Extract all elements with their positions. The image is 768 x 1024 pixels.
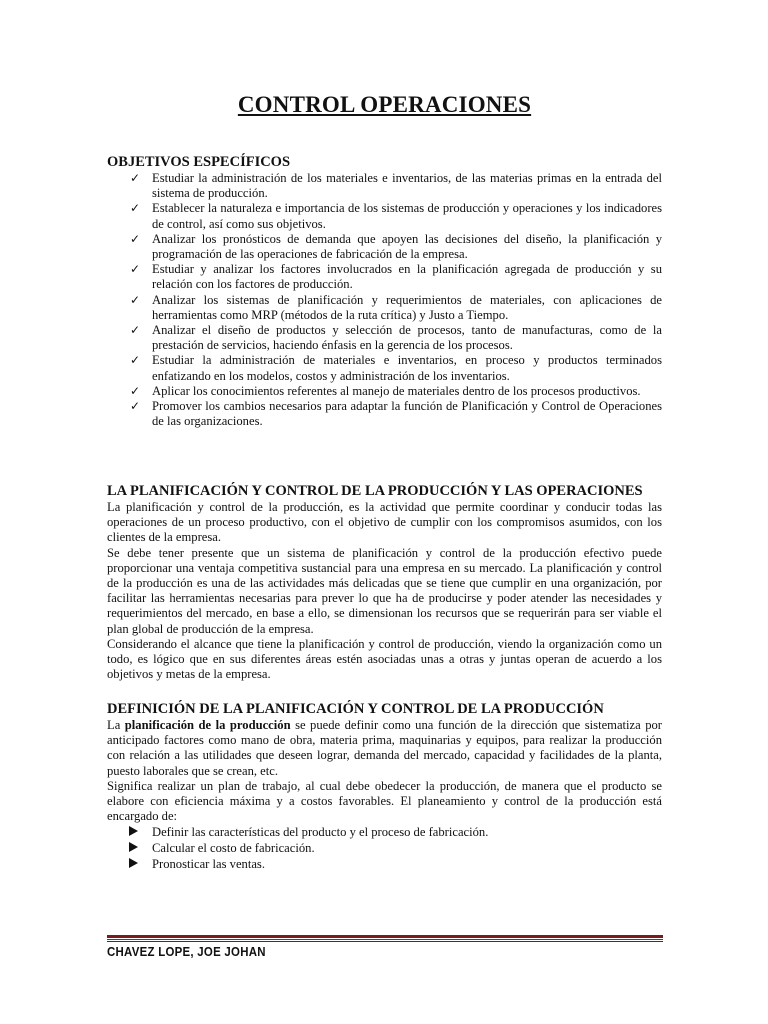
check-icon: ✓ bbox=[130, 383, 141, 398]
definicion-section bbox=[107, 701, 662, 872]
list-item: ✓ Aplicar los conocimientos referentes al manejo de materiales dentro de los procesos productivos. bbox=[130, 383, 641, 398]
list-item: ✓ Analizar los sistemas de planificación y requerimientos de materiales, con aplicaciones de herramientas como MRP (métodos de la ruta crítica) y Justo a Tiempo. bbox=[130, 292, 662, 322]
definicion-paragraph-2: Significa realizar un plan de trabajo, al cual debe obedecer la producción, de manera que el producto se elabore con eficiencia máxima y a costos favorables. El planeamiento y control de la producción está encargado de: bbox=[107, 778, 662, 824]
objetivos-heading: OBJETIVOS ESPECÍFICOS bbox=[107, 154, 291, 170]
check-icon: ✓ bbox=[130, 262, 141, 277]
list-item: ✓ Estudiar y analizar los factores involucrados en la planificación agregada de producción y su relación con los factores de producción. bbox=[130, 262, 662, 292]
check-icon: ✓ bbox=[130, 231, 141, 246]
document-title: CONTROL OPERACIONES bbox=[237, 92, 532, 117]
list-item: Definir las características del producto y el proceso de fabricación. bbox=[107, 824, 662, 840]
list-item: ✓ Promover los cambios necesarios para adaptar la función de Planificación y Control de Operaciones de las organizaciones. bbox=[130, 399, 662, 429]
list-item: ✓ Estudiar la administración de materiales e inventarios, en proceso y productos terminados enfatizando en los modelos, costos y administración de los inventarios. bbox=[130, 353, 662, 383]
check-icon: ✓ bbox=[130, 201, 141, 216]
bold-term: planificación de la producción bbox=[124, 718, 291, 732]
footer-author: CHAVEZ LOPE, JOE JOHAN bbox=[107, 944, 266, 959]
check-icon: ✓ bbox=[130, 292, 141, 307]
list-item: Pronosticar las ventas. bbox=[107, 856, 662, 872]
list-item: ✓ Estudiar la administración de los materiales e inventarios, de las materias primas en la entrada del sistema de producción. bbox=[130, 171, 662, 201]
check-icon: ✓ bbox=[130, 399, 141, 414]
planificacion-paragraph-2: Se debe tener presente que un sistema de planificación y control de la producción efectivo puede proporcionar una ventaja competitiva sustancial para una empresa en su mercado. La planificación y control de la producción es una de las actividades más delicadas que se tiene que cumplir en una organización, por facilitar las herramientas necesarias para prever lo que ha de producirse y poder atender las necesidades y requerimientos del mercado, en base a ello, se dimensionan los recursos que se requerirán para ser viable el plan global de producción de la empresa. bbox=[107, 545, 662, 636]
check-icon: ✓ bbox=[130, 323, 141, 338]
planificacion-paragraph-3: Considerando el alcance que tiene la planificación y control de producción, viendo la organización como un todo, es lógico que en sus diferentes áreas estén asociadas unas a otras y juntas operan de acuerdo a los objetivos y metas de la empresa. bbox=[107, 636, 662, 682]
list-item: Calcular el costo de fabricación. bbox=[107, 840, 662, 856]
definicion-paragraph-1: La planificación de la producción se puede definir como una función de la dirección que sistematiza por anticipado factores como mano de obra, materia prima, maquinarias y equipos, para realizar la producción con relación a las utilidades que deseen lograr, demanda del mercado, capacidad y facilidades de la planta, puesto laborales que se crean, etc. bbox=[107, 718, 662, 778]
arrow-bullet-icon bbox=[129, 826, 138, 836]
check-icon: ✓ bbox=[130, 353, 141, 368]
check-icon: ✓ bbox=[130, 171, 141, 185]
list-item: ✓ Establecer la naturaleza e importancia de los sistemas de producción y operaciones y los indicadores de control, así como sus objetivos. bbox=[130, 201, 662, 231]
footer-divider bbox=[107, 935, 663, 942]
list-item: ✓ Analizar los pronósticos de demanda que apoyen las decisiones del diseño, la planificación y programación de las operaciones de fabricación de la empresa. bbox=[130, 231, 662, 262]
definicion-heading: DEFINICIÓN DE LA PLANIFICACIÓN Y CONTROL DE LA PRODUCCIÓN bbox=[107, 701, 604, 717]
objetivos-list bbox=[107, 171, 662, 429]
definicion-list bbox=[107, 824, 662, 872]
arrow-bullet-icon bbox=[129, 858, 138, 868]
list-item: ✓ Analizar el diseño de productos y selección de procesos, tanto de manufacturas, como de la prestación de servicios, haciendo énfasis en la gerencia de los procesos. bbox=[130, 323, 662, 353]
arrow-bullet-icon bbox=[129, 842, 138, 852]
planificacion-paragraph-1: La planificación y control de la producción, es la actividad que permite coordinar y conducir todas las operaciones de un proceso productivo, con el objetivo de cumplir con los compromisos asumidos, con los clientes de la empresa. bbox=[107, 500, 662, 545]
planificacion-heading: LA PLANIFICACIÓN Y CONTROL DE LA PRODUCCIÓN Y LAS OPERACIONES bbox=[107, 483, 643, 499]
planificacion-section bbox=[107, 483, 662, 682]
objetivos-section bbox=[107, 154, 662, 429]
